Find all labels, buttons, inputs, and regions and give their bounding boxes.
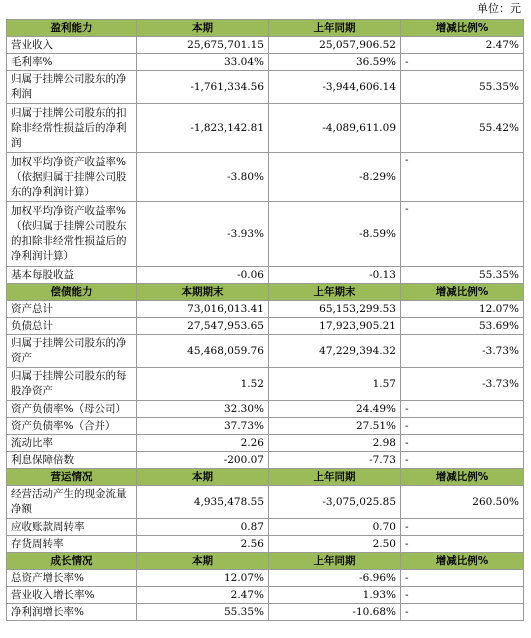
header-previous-cell: 上年同期 — [269, 553, 401, 570]
table-row — [7, 604, 524, 621]
previous-value: 1.93% — [269, 587, 401, 604]
table-body — [7, 20, 524, 621]
current-value: 12.07% — [137, 570, 269, 587]
row-label: 净利润增长率% — [7, 604, 137, 621]
row-label: 总资产增长率% — [7, 570, 137, 587]
previous-value: -0.13 — [269, 267, 401, 284]
previous-value: 27.51% — [269, 418, 401, 435]
change-percent: 260.50% — [401, 486, 524, 519]
previous-value: -8.59% — [269, 202, 401, 267]
header-change-cell: 增减比例% — [401, 469, 524, 486]
row-label: 归属于挂牌公司股东的扣除非经常性损益后的净利润 — [7, 104, 137, 153]
row-label: 加权平均净资产收益率%（依归属于挂牌公司股东的扣除非经常性损益后的净利润计算） — [7, 202, 137, 267]
previous-value: 1.57 — [269, 368, 401, 401]
table-row — [7, 435, 524, 452]
table-row — [7, 401, 524, 418]
previous-value: 36.59% — [269, 54, 401, 71]
section-header-row — [7, 284, 524, 301]
row-label: 资产负债率%（合并） — [7, 418, 137, 435]
change-percent: - — [401, 153, 524, 202]
table-row — [7, 570, 524, 587]
header-category-cell: 偿债能力 — [7, 284, 137, 301]
change-percent: 2.47% — [401, 37, 524, 54]
table-row — [7, 519, 524, 536]
header-current-cell: 本期 — [137, 553, 269, 570]
row-label: 资产负债率%（母公司） — [7, 401, 137, 418]
change-percent: - — [401, 570, 524, 587]
change-percent: - — [401, 587, 524, 604]
change-percent: - — [401, 202, 524, 267]
table-row — [7, 37, 524, 54]
current-value: -0.06 — [137, 267, 269, 284]
current-value: 33.04% — [137, 54, 269, 71]
change-percent: 53.69% — [401, 318, 524, 335]
row-label: 应收账款周转率 — [7, 519, 137, 536]
table-row — [7, 486, 524, 519]
header-current-cell: 本期 — [137, 20, 269, 37]
change-percent: - — [401, 536, 524, 553]
current-value: 0.87 — [137, 519, 269, 536]
change-percent: 55.35% — [401, 71, 524, 104]
previous-value: -8.29% — [269, 153, 401, 202]
row-label: 存货周转率 — [7, 536, 137, 553]
current-value: 45,468,059.76 — [137, 335, 269, 368]
current-value: -200.07 — [137, 452, 269, 469]
current-value: 37.73% — [137, 418, 269, 435]
previous-value: 65,153,299.53 — [269, 301, 401, 318]
current-value: 1.52 — [137, 368, 269, 401]
financial-indicators-table — [6, 19, 524, 621]
header-previous-cell: 上年同期 — [269, 469, 401, 486]
header-category-cell: 盈利能力 — [7, 20, 137, 37]
change-percent: -3.73% — [401, 335, 524, 368]
table-row — [7, 368, 524, 401]
current-value: 32.30% — [137, 401, 269, 418]
change-percent: -3.73% — [401, 368, 524, 401]
header-current-cell: 本期期末 — [137, 284, 269, 301]
previous-value: 2.98 — [269, 435, 401, 452]
table-row — [7, 202, 524, 267]
change-percent: 55.42% — [401, 104, 524, 153]
row-label: 加权平均净资产收益率%（依据归属于挂牌公司股东的净利润计算） — [7, 153, 137, 202]
previous-value: 0.70 — [269, 519, 401, 536]
header-previous-cell: 上年同期 — [269, 20, 401, 37]
previous-value: 25,057,906.52 — [269, 37, 401, 54]
change-percent: - — [401, 452, 524, 469]
current-value: 25,675,701.15 — [137, 37, 269, 54]
table-row — [7, 418, 524, 435]
table-row — [7, 536, 524, 553]
change-percent: - — [401, 401, 524, 418]
table-row — [7, 267, 524, 284]
table-row — [7, 335, 524, 368]
change-percent: 12.07% — [401, 301, 524, 318]
change-percent: - — [401, 435, 524, 452]
change-percent: - — [401, 604, 524, 621]
row-label: 归属于挂牌公司股东的净利润 — [7, 71, 137, 104]
previous-value: 24.49% — [269, 401, 401, 418]
row-label: 经营活动产生的现金流量净额 — [7, 486, 137, 519]
header-current-cell: 本期 — [137, 469, 269, 486]
section-header-row — [7, 469, 524, 486]
table-row — [7, 301, 524, 318]
header-change-cell: 增减比例% — [401, 20, 524, 37]
row-label: 归属于挂牌公司股东的每股净资产 — [7, 368, 137, 401]
previous-value: -6.96% — [269, 570, 401, 587]
header-previous-cell: 上年期末 — [269, 284, 401, 301]
current-value: 2.26 — [137, 435, 269, 452]
previous-value: 47,229,394.32 — [269, 335, 401, 368]
change-percent: - — [401, 519, 524, 536]
current-value: 4,935,478.55 — [137, 486, 269, 519]
row-label: 营业收入增长率% — [7, 587, 137, 604]
row-label: 归属于挂牌公司股东的净资产 — [7, 335, 137, 368]
table-row — [7, 452, 524, 469]
previous-value: -3,944,606.14 — [269, 71, 401, 104]
current-value: 73,016,013.41 — [137, 301, 269, 318]
current-value: 55.35% — [137, 604, 269, 621]
current-value: -3.93% — [137, 202, 269, 267]
row-label: 流动比率 — [7, 435, 137, 452]
current-value: 27,547,953.65 — [137, 318, 269, 335]
table-row — [7, 54, 524, 71]
table-row — [7, 104, 524, 153]
section-header-row — [7, 20, 524, 37]
previous-value: -10.68% — [269, 604, 401, 621]
current-value: -3.80% — [137, 153, 269, 202]
row-label: 利息保障倍数 — [7, 452, 137, 469]
table-row — [7, 153, 524, 202]
previous-value: -4,089,611.09 — [269, 104, 401, 153]
change-percent: - — [401, 54, 524, 71]
header-change-cell: 增减比例% — [401, 284, 524, 301]
row-label: 负债总计 — [7, 318, 137, 335]
table-row — [7, 71, 524, 104]
previous-value: 2.50 — [269, 536, 401, 553]
change-percent: - — [401, 418, 524, 435]
previous-value: 17,923,905.21 — [269, 318, 401, 335]
current-value: -1,823,142.81 — [137, 104, 269, 153]
current-value: -1,761,334.56 — [137, 71, 269, 104]
header-category-cell: 营运情况 — [7, 469, 137, 486]
previous-value: -3,075,025.85 — [269, 486, 401, 519]
table-row — [7, 587, 524, 604]
current-value: 2.47% — [137, 587, 269, 604]
header-category-cell: 成长情况 — [7, 553, 137, 570]
current-value: 2.56 — [137, 536, 269, 553]
header-change-cell: 增减比例% — [401, 553, 524, 570]
previous-value: -7.73 — [269, 452, 401, 469]
row-label: 基本每股收益 — [7, 267, 137, 284]
change-percent: 55.35% — [401, 267, 524, 284]
row-label: 资产总计 — [7, 301, 137, 318]
row-label: 营业收入 — [7, 37, 137, 54]
table-row — [7, 318, 524, 335]
unit-label: 单位：元 — [477, 2, 521, 15]
section-header-row — [7, 553, 524, 570]
row-label: 毛利率% — [7, 54, 137, 71]
